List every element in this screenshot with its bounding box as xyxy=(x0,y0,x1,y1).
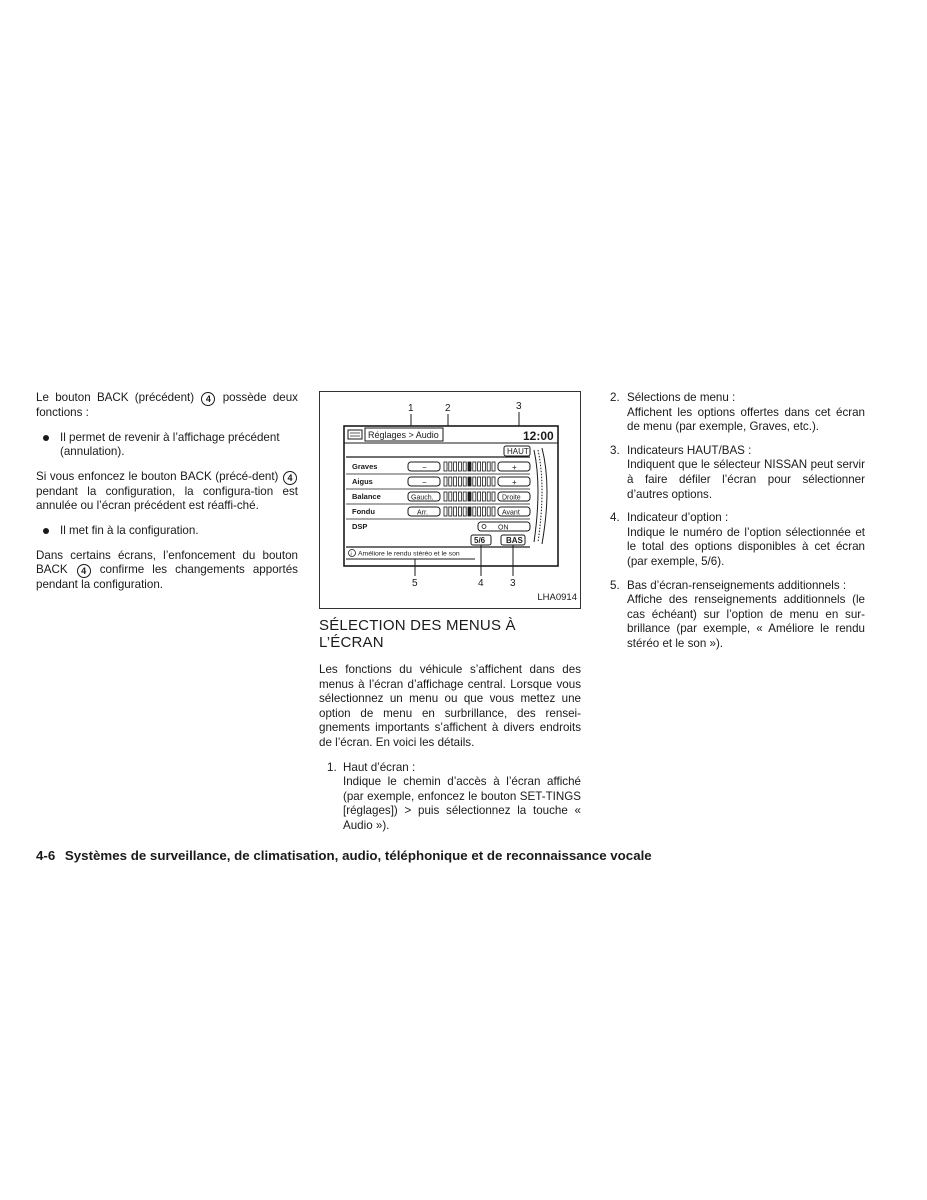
intro-paragraph: Le bouton BACK (précédent) 4 possède deux fonctions : xyxy=(36,391,298,419)
level-segment xyxy=(444,477,447,486)
level-segment xyxy=(487,507,490,516)
level-segment xyxy=(482,507,485,516)
level-segment xyxy=(478,477,481,486)
level-segment xyxy=(482,492,485,501)
list-item: 5. Bas d’écran-renseignements additionnels : Affiche des renseignements additionnels (le cas échéant) sur l’option de menu en sur-brillance (par exemple, « Améliore le rendu stéréo et le son »). xyxy=(610,578,865,650)
level-segment xyxy=(487,462,490,471)
level-segment xyxy=(473,477,476,486)
level-segment xyxy=(492,492,495,501)
section-title: SÉLECTION DES MENUS À L’ÉCRAN xyxy=(319,617,516,651)
page-footer xyxy=(36,848,896,864)
numbered-list xyxy=(319,761,581,834)
level-segment xyxy=(463,462,466,471)
bas-indicator: BAS xyxy=(506,536,523,545)
level-segment xyxy=(454,477,457,486)
level-segment xyxy=(458,507,461,516)
left-column xyxy=(36,391,298,603)
screen-diagram xyxy=(320,392,580,608)
level-segment xyxy=(487,477,490,486)
level-segment xyxy=(492,507,495,516)
level-segment xyxy=(444,462,447,471)
level-segment xyxy=(463,492,466,501)
level-segment xyxy=(473,507,476,516)
level-segment xyxy=(463,477,466,486)
level-segment xyxy=(468,492,471,501)
level-segment xyxy=(482,477,485,486)
figure-id: LHA0914 xyxy=(537,592,577,604)
level-segment xyxy=(449,492,452,501)
callout-5: 5 xyxy=(412,578,418,589)
svg-text:i: i xyxy=(350,551,352,558)
bullet-icon xyxy=(43,528,49,534)
clock: 12:00 xyxy=(523,429,554,443)
bullet-item: Il permet de revenir à l’affichage précédent (annulation). xyxy=(36,431,298,460)
list-item: 3. Indicateurs HAUT/BAS : Indiquent que le sélecteur NISSAN peut servir à faire défiler l’écran pour sélectionner d’autres options. xyxy=(610,443,865,501)
svg-text:+: + xyxy=(512,478,517,487)
paragraph: Si vous enfoncez le bouton BACK (précé-dent) 4 pendant la configuration, la configura-tion est annulée ou l’écran précédent est réaffi-ché. xyxy=(36,469,298,513)
middle-column xyxy=(319,391,581,843)
callout-4: 4 xyxy=(478,578,484,589)
page-number: 4-6 xyxy=(36,848,56,863)
list-item: 1. Haut d’écran : Indique le chemin d’accès à l’écran affiché (par exemple, enfoncez le bouton SET-TINGS [réglages]) > puis sélectionnez la touche « Audio »). xyxy=(327,760,581,832)
level-segment xyxy=(468,477,471,486)
bullet-item: Il met fin à la configuration. xyxy=(36,524,298,539)
svg-text:Aigus: Aigus xyxy=(352,477,373,486)
svg-text:DSP: DSP xyxy=(352,522,368,531)
level-segment xyxy=(449,477,452,486)
level-segment xyxy=(473,492,476,501)
svg-text:ON: ON xyxy=(498,524,509,532)
button-4-icon: 4 xyxy=(201,392,215,406)
chapter-title: Systèmes de surveillance, de climatisation, audio, téléphonique et de reconnaissance vocale xyxy=(64,848,652,863)
svg-text:Graves: Graves xyxy=(352,462,378,471)
callout-3-bottom: 3 xyxy=(510,578,516,589)
list-item: 2. Sélections de menu : Affichent les options offertes dans cet écran de menu (par exemple, Graves, etc.). xyxy=(610,391,865,434)
figure-screen-diagram xyxy=(319,391,581,609)
callout-1: 1 xyxy=(408,403,414,414)
level-segment xyxy=(454,507,457,516)
bullet-icon xyxy=(43,435,49,441)
level-segment xyxy=(458,492,461,501)
svg-text:−: − xyxy=(422,463,427,472)
level-segment xyxy=(478,462,481,471)
level-segment xyxy=(478,507,481,516)
paragraph: Dans certains écrans, l’enfoncement du bouton BACK 4 confirme les changements apportés pendant la configuration. xyxy=(36,548,298,592)
option-indicator: 5/6 xyxy=(474,536,486,545)
svg-text:+: + xyxy=(512,463,517,472)
level-segment xyxy=(482,462,485,471)
level-segment xyxy=(449,507,452,516)
list-item: 4. Indicateur d’option : Indique le numéro de l’option sélectionnée et le total des options disponibles à cet écran (par exemple, 5/6). xyxy=(610,511,865,568)
callout-3-top: 3 xyxy=(516,401,522,412)
haut-indicator: HAUT xyxy=(507,447,529,456)
level-segment xyxy=(458,462,461,471)
level-segment xyxy=(473,462,476,471)
svg-text:Fondu: Fondu xyxy=(352,507,375,516)
button-4-icon: 4 xyxy=(77,564,91,578)
right-column xyxy=(610,391,865,661)
svg-text:Arr.: Arr. xyxy=(417,509,428,517)
level-segment xyxy=(444,507,447,516)
svg-text:Droite: Droite xyxy=(502,494,521,502)
svg-text:Balance: Balance xyxy=(352,492,381,501)
level-segment xyxy=(449,462,452,471)
level-segment xyxy=(458,477,461,486)
level-segment xyxy=(468,462,471,471)
svg-text:−: − xyxy=(422,478,427,487)
button-4-icon: 4 xyxy=(283,471,297,485)
level-segment xyxy=(444,492,447,501)
breadcrumb: Réglages > Audio xyxy=(368,430,439,440)
callout-2: 2 xyxy=(445,403,451,414)
level-segment xyxy=(487,492,490,501)
level-segment xyxy=(454,462,457,471)
section-paragraph: Les fonctions du véhicule s’affichent dans des menus à l’écran d’affichage central. Lorsque vous sélectionnez un menu ou que vous mettez une option de menu en surbrillance, des rensei-gnements importants s’affichent à divers endroits de l’écran. En voici les détails. xyxy=(319,663,581,749)
level-segment xyxy=(492,477,495,486)
svg-text:Gauch.: Gauch. xyxy=(411,494,434,502)
level-segment xyxy=(463,507,466,516)
level-segment xyxy=(454,492,457,501)
svg-text:Avant: Avant xyxy=(502,509,520,517)
level-segment xyxy=(492,462,495,471)
info-text: Améliore le rendu stéréo et le son xyxy=(358,550,460,558)
level-segment xyxy=(468,507,471,516)
level-segment xyxy=(478,492,481,501)
